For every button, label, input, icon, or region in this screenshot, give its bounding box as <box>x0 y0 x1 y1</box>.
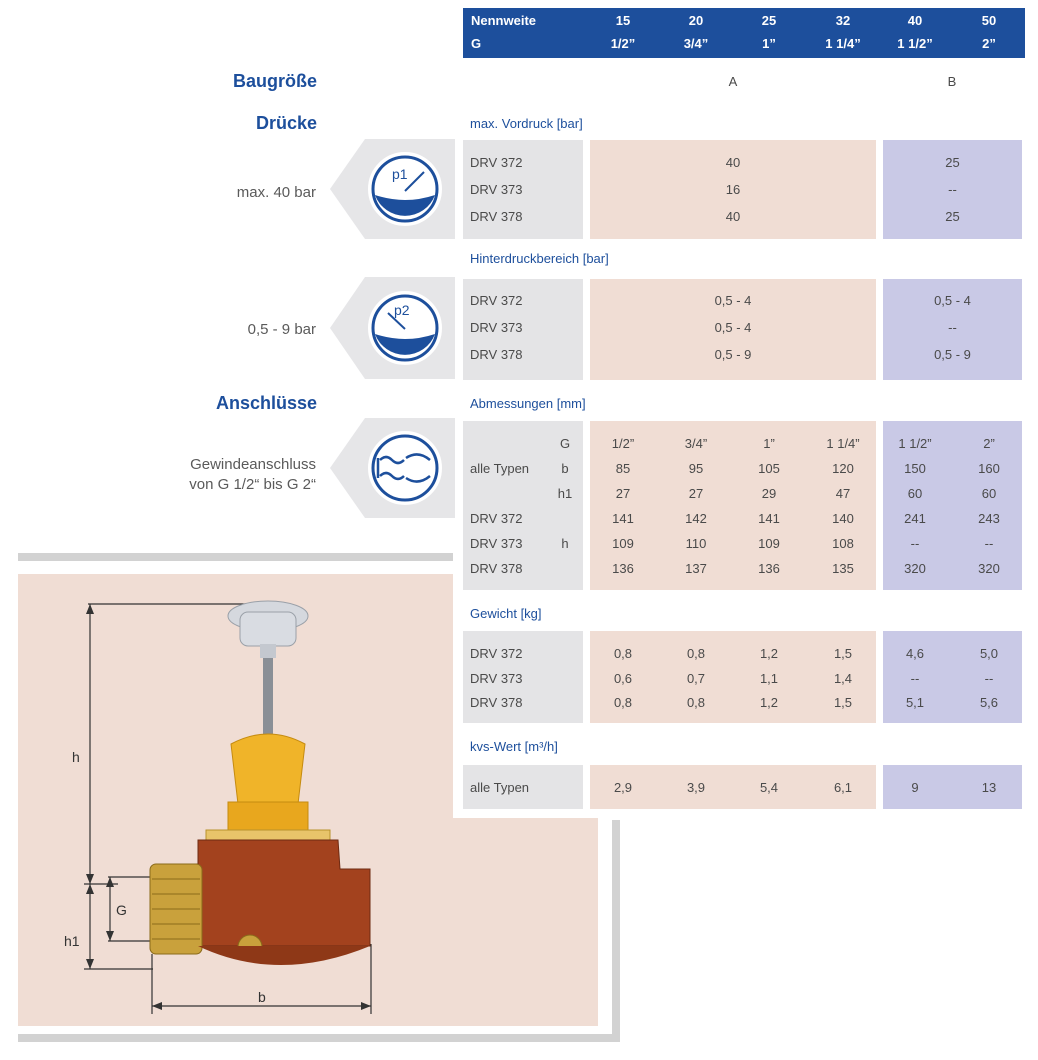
header-g: 1/2” <box>610 36 636 51</box>
hinterdruck-title: Hinterdruckbereich [bar] <box>470 251 609 266</box>
abmessungen-title: Abmessungen [mm] <box>470 396 586 411</box>
value-cell: 5,1 <box>905 695 925 710</box>
value-cell: 27 <box>615 486 631 501</box>
vordruck-b: 25 <box>945 155 960 170</box>
figure-frame-right <box>612 820 620 1042</box>
row-symbol: h1 <box>557 486 573 501</box>
row-name: DRV 378 <box>470 561 523 576</box>
value-cell: 105 <box>758 461 780 476</box>
header-g: 1” <box>762 36 776 51</box>
figure-frame-bottom <box>18 1034 620 1042</box>
value-cell: 0,8 <box>613 695 633 710</box>
vordruck-a: 40 <box>725 209 741 224</box>
vordruck-row-name: DRV 373 <box>470 182 523 197</box>
anschluss-side-text <box>16 455 316 495</box>
vordruck-row-name: DRV 372 <box>470 155 523 170</box>
value-cell: 27 <box>688 486 704 501</box>
vordruck-a: 40 <box>725 155 741 170</box>
p1-icon-label: p1 <box>392 166 408 182</box>
value-cell: 140 <box>832 511 854 526</box>
dimension-b-label: b <box>258 989 266 1005</box>
value-cell: 160 <box>978 461 1000 476</box>
section-anschluesse-label: Anschlüsse <box>215 393 317 413</box>
value-cell: 135 <box>832 561 854 576</box>
row-symbol: G <box>559 436 571 451</box>
header-g: 1 1/2” <box>897 36 933 51</box>
value-cell: 120 <box>832 461 854 476</box>
value-cell: 1/2” <box>611 436 635 451</box>
table-header <box>463 8 1025 58</box>
header-nennweite-label: Nennweite <box>471 13 537 28</box>
kvs-title: kvs-Wert [m³/h] <box>470 739 558 754</box>
hinterdruck-a: 0,5 - 9 <box>714 347 752 362</box>
dimension-h1-label: h1 <box>64 933 80 949</box>
vordruck-side-text: max. 40 bar <box>236 184 316 201</box>
baugroesse-a: A <box>728 74 738 89</box>
value-cell: 95 <box>688 461 704 476</box>
header-dn: 40 <box>907 13 923 28</box>
dimension-g-label: G <box>116 902 127 918</box>
pressure-p2-badge <box>330 277 455 379</box>
value-cell: 109 <box>612 536 634 551</box>
hinterdruck-a: 0,5 - 4 <box>714 293 752 308</box>
value-cell: 109 <box>758 536 780 551</box>
value-cell: 9 <box>911 780 919 795</box>
value-cell: 1,2 <box>759 646 779 661</box>
value-cell: 2” <box>983 436 995 451</box>
value-cell: 5,6 <box>979 695 999 710</box>
value-cell: 1” <box>763 436 775 451</box>
header-dn: 20 <box>688 13 704 28</box>
row-name: alle Typen <box>470 461 530 476</box>
row-name: DRV 373 <box>470 536 523 551</box>
value-cell: 137 <box>685 561 707 576</box>
value-cell: 6,1 <box>833 780 853 795</box>
value-cell: 150 <box>904 461 926 476</box>
value-cell: 1,2 <box>759 695 779 710</box>
vordruck-b: 25 <box>945 209 960 224</box>
vordruck-a: 16 <box>725 182 741 197</box>
value-cell: 2,9 <box>613 780 633 795</box>
vordruck-title: max. Vordruck [bar] <box>470 116 583 131</box>
value-cell: -- <box>984 670 994 686</box>
value-cell: 0,8 <box>686 646 706 661</box>
value-cell: 47 <box>835 486 851 501</box>
header-g: 3/4” <box>683 36 709 51</box>
header-dn: 32 <box>835 13 851 28</box>
row-name: DRV 372 <box>470 646 523 661</box>
value-cell: 3/4” <box>684 436 708 451</box>
value-cell: -- <box>910 536 920 551</box>
baugroesse-b: B <box>947 74 957 89</box>
pressure-p1-badge <box>330 139 455 239</box>
hinterdruck-row-name: DRV 373 <box>470 320 523 335</box>
header-dn: 15 <box>615 13 631 28</box>
value-cell: 85 <box>615 461 631 476</box>
value-cell: 1,5 <box>833 646 853 661</box>
anschluss-side-line1: Gewindeanschluss <box>190 456 316 473</box>
header-g-label: G <box>471 36 482 51</box>
value-cell: 1,4 <box>833 670 853 686</box>
value-cell: 1 1/4” <box>826 436 860 451</box>
vordruck-row-name: DRV 378 <box>470 209 523 224</box>
value-cell: 0,6 <box>613 670 633 686</box>
hinterdruck-b: 0,5 - 9 <box>934 347 971 362</box>
hinterdruck-side-text: 0,5 - 9 bar <box>247 321 316 338</box>
row-symbol: h <box>561 536 569 551</box>
value-cell: 110 <box>685 536 707 551</box>
value-cell: 142 <box>685 511 707 526</box>
value-cell: 1,1 <box>759 670 779 686</box>
value-cell: 241 <box>904 511 926 526</box>
section-druecke-label: Drücke <box>255 113 317 133</box>
value-cell: 60 <box>907 486 923 501</box>
p2-icon-label: p2 <box>394 302 410 318</box>
hinterdruck-row-name: DRV 372 <box>470 293 523 308</box>
value-cell: 136 <box>612 561 634 576</box>
value-cell: 0,8 <box>686 695 706 710</box>
value-cell: 3,9 <box>686 780 706 795</box>
value-cell: 320 <box>978 561 1000 576</box>
value-cell: 5,4 <box>759 780 779 795</box>
hinterdruck-row-name: DRV 378 <box>470 347 523 362</box>
row-symbol: b <box>561 461 569 476</box>
vordruck-b: -- <box>948 182 957 197</box>
header-dn: 25 <box>761 13 777 28</box>
gewicht-title: Gewicht [kg] <box>470 606 542 621</box>
value-cell: 4,6 <box>905 646 925 661</box>
hinterdruck-a: 0,5 - 4 <box>714 320 752 335</box>
anschluss-side-line2: von G 1/2“ bis G 2“ <box>189 476 316 493</box>
value-cell: 141 <box>612 511 634 526</box>
header-g: 2” <box>982 36 996 51</box>
hinterdruck-b: 0,5 - 4 <box>934 293 971 308</box>
value-cell: 1 1/2” <box>898 436 932 451</box>
value-cell: 108 <box>832 536 854 551</box>
value-cell: 320 <box>904 561 926 576</box>
row-name: alle Typen <box>470 780 530 795</box>
value-cell: -- <box>984 536 994 551</box>
hinterdruck-b: -- <box>948 320 957 335</box>
valve-drawing <box>18 574 598 1026</box>
value-cell: 0,7 <box>686 670 706 686</box>
row-name: DRV 373 <box>470 670 523 686</box>
dimension-h-label: h <box>72 749 80 765</box>
value-cell: 5,0 <box>979 646 999 661</box>
value-cell: -- <box>910 670 920 686</box>
thread-connection-badge <box>330 418 455 518</box>
value-cell: 243 <box>978 511 1000 526</box>
value-cell: 1,5 <box>833 695 853 710</box>
value-cell: 60 <box>981 486 997 501</box>
row-name: DRV 372 <box>470 511 523 526</box>
row-name: DRV 378 <box>470 695 523 710</box>
section-baugroesse-label: Baugröße <box>232 71 317 91</box>
value-cell: 29 <box>761 486 777 501</box>
value-cell: 141 <box>758 511 780 526</box>
header-dn: 50 <box>981 13 997 28</box>
value-cell: 136 <box>758 561 780 576</box>
value-cell: 0,8 <box>613 646 633 661</box>
header-g: 1 1/4” <box>825 36 861 51</box>
value-cell: 13 <box>981 780 997 795</box>
